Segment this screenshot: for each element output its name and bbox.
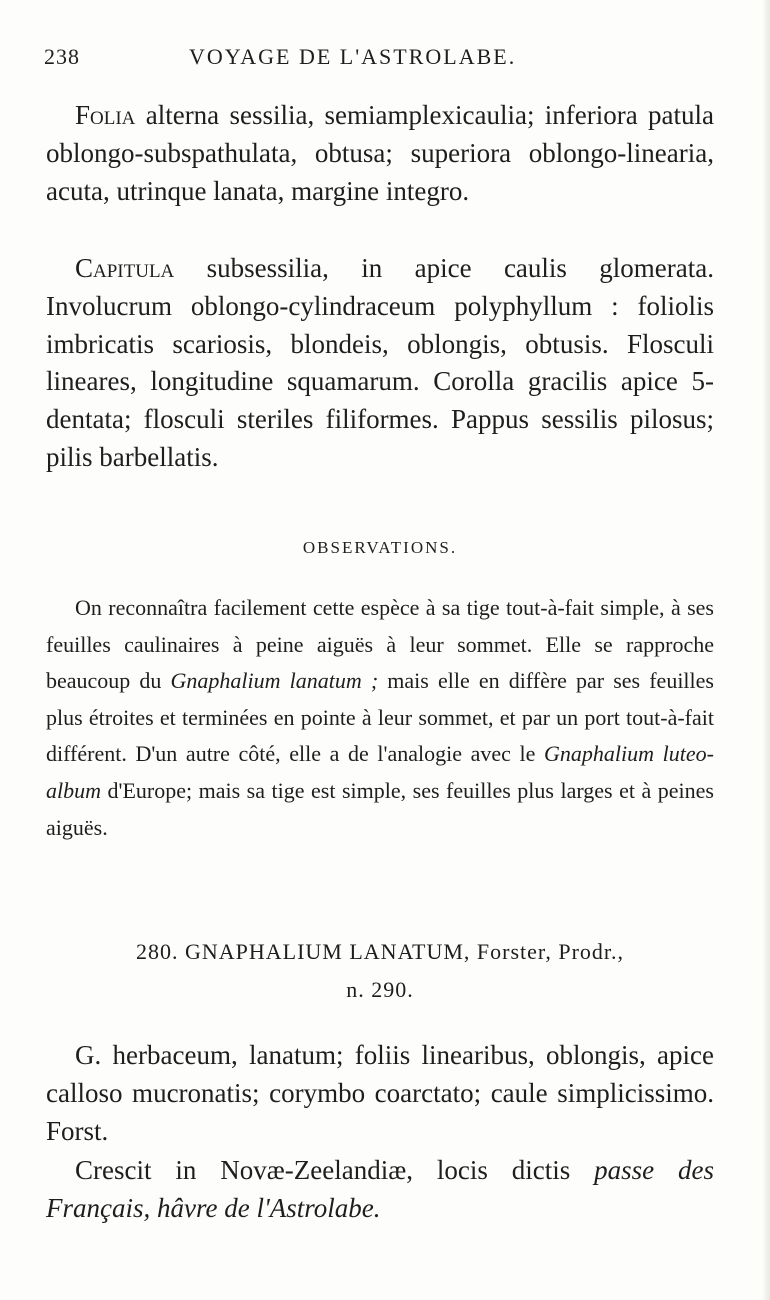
observations-text-1: On reconnaîtra facilement cette espèce à sa tige tout-à-fait simple, à ses feuilles caulinaires à peine aiguës à leur sommet. Elle se rapproche beaucoup du bbox=[46, 595, 714, 694]
species-heading bbox=[46, 933, 714, 1009]
folia-label: Folia bbox=[75, 100, 136, 130]
species-heading-line-1: 280. GNAPHALIUM LANATUM, Forster, Prodr., bbox=[135, 939, 625, 964]
page-header bbox=[44, 44, 726, 80]
folia-text: alterna sessilia, semiamplexicaulia; inferiora patula oblongo-subspathulata, obtusa; superiora oblongo-linearia, acuta, utrinque lanata, margine integro. bbox=[46, 100, 714, 206]
observations-heading: OBSERVATIONS. bbox=[302, 538, 458, 557]
capitula-label: Capitula bbox=[75, 253, 175, 283]
observations-paragraph bbox=[46, 590, 714, 846]
page-edge bbox=[762, 0, 770, 1300]
capitula-paragraph bbox=[46, 250, 714, 477]
habitat-locality: passe des Français, hâvre de l'Astrolabe. bbox=[46, 1155, 714, 1223]
description-paragraph bbox=[46, 1037, 714, 1150]
observations-text-3: d'Europe; mais sa tige est simple, ses feuilles plus larges et à peines aiguës. bbox=[46, 777, 714, 840]
description-text: G. herbaceum, lanatum; foliis linearibus, oblongis, apice calloso mucronatis; corymbo coarctato; caule simplicissimo. Forst. bbox=[46, 1040, 714, 1146]
capitula-text: subsessilia, in apice caulis glomerata. Involucrum oblongo-cylindraceum polyphyllum : foliolis imbricatis scariosis, blondeis, oblongis, obtusis. Flosculi lineares, longitudine squamarum. Corolla gracilis apice 5-dentata; flosculi steriles filiformes. Pappus sessilis pilosus; pilis barbellatis. bbox=[46, 253, 714, 472]
observations-text-2: mais elle en diffère par ses feuilles plus étroites et terminées en pointe à leur sommet, et par un port tout-à-fait différent. D'un autre côté, elle a de l'analogie avec le bbox=[46, 668, 714, 767]
habitat-paragraph bbox=[46, 1152, 714, 1228]
species-heading-line-2: n. 290. bbox=[346, 977, 414, 1002]
species-name-lanatum: Gnaphalium lanatum ; bbox=[170, 668, 379, 694]
running-title: VOYAGE DE L'ASTROLABE. bbox=[189, 44, 517, 69]
page-number: 238 bbox=[44, 44, 80, 69]
habitat-text: Crescit in Novæ-Zeelandiæ, locis dictis bbox=[75, 1155, 595, 1185]
species-name-luteo-album: Gnaphalium luteo-album bbox=[46, 741, 714, 803]
folia-paragraph bbox=[46, 97, 714, 210]
